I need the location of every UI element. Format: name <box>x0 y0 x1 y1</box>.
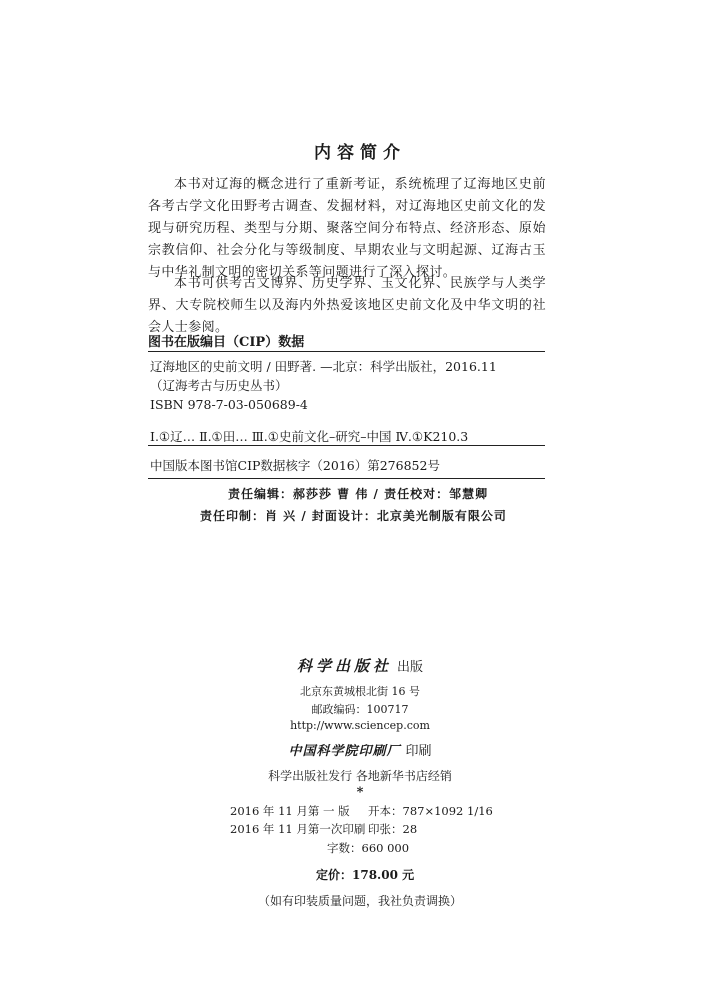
cip-title-line: 辽海地区的史前文明 / 田野著. —北京：科学出版社，2016.11 <box>150 359 497 374</box>
cip-verification: 中国版本图书馆CIP数据核字（2016）第276852号 <box>150 458 440 473</box>
summary-paragraph: 本书可供考古文博界、历史学界、玉文化界、民族学与人类学界、大专院校师生以及海内外热爱该地区史前文化及中华文明的社会人士参阅。 <box>148 276 546 335</box>
staff-production: 责任印制：肖 兴 / 封面设计：北京美光制版有限公司 <box>200 509 507 523</box>
cip-top-rule <box>148 351 545 352</box>
printer-line <box>0 740 720 759</box>
replacement-notice: （如有印装质量问题，我社负责调换） <box>257 894 462 908</box>
publisher-suffix: 出版 <box>397 660 424 675</box>
cip-middle-rule <box>148 445 545 446</box>
cip-classification: Ⅰ.①辽… Ⅱ.①田… Ⅲ.①史前文化–研究–中国 Ⅳ.①K210.3 <box>150 429 469 444</box>
price: 定价：178.00 元 <box>316 868 415 882</box>
summary-title: 内容简介 <box>314 143 406 163</box>
publisher-postcode: 邮政编码：100717 <box>311 703 409 716</box>
cip-isbn: ISBN 978-7-03-050689-4 <box>150 397 308 412</box>
spec-row-edition <box>230 803 530 819</box>
edition-text: 2016 年 11 月第 一 版 <box>230 804 350 818</box>
printer-suffix: 印刷 <box>405 744 432 759</box>
publisher-logo: 科学出版社 <box>296 657 392 675</box>
spec-row-printing <box>230 821 530 837</box>
staff-editors: 责任编辑：郝莎莎 曹 伟 / 责任校对：邹慧卿 <box>228 487 489 501</box>
cip-heading: 图书在版编目（CIP）数据 <box>148 335 305 350</box>
word-count: 字数：660 000 <box>327 841 410 855</box>
cip-bottom-rule <box>148 478 545 479</box>
distribution-line: 科学出版社发行 各地新华书店经销 <box>268 769 452 783</box>
publisher-address: 北京东黄城根北街 16 号 <box>300 685 420 698</box>
summary-paragraph: 本书对辽海的概念进行了重新考证，系统梳理了辽海地区史前各考古学文化田野考古调查、发掘材料，对辽海地区史前文化的发现与研究历程、类型与分期、聚落空间分布特点、经济形态、原始宗教信仰、社会分化与等级制度、早期农业与文明起源、辽海古玉与中华礼制文明的密切关系等问题进行了深入探讨。 <box>148 177 546 280</box>
cip-series-line: （辽海考古与历史丛书） <box>150 378 288 393</box>
format-text: 开本：787×1092 1/16 <box>368 804 493 818</box>
printing-text: 2016 年 11 月第一次印刷 <box>230 822 366 836</box>
publisher-url: http://www.sciencep.com <box>290 719 430 732</box>
printer-logo: 中国科学院印刷厂 <box>288 744 401 759</box>
section-divider: * <box>356 785 364 800</box>
sheets-text: 印张：28 <box>368 822 418 836</box>
publisher-line <box>0 655 720 676</box>
